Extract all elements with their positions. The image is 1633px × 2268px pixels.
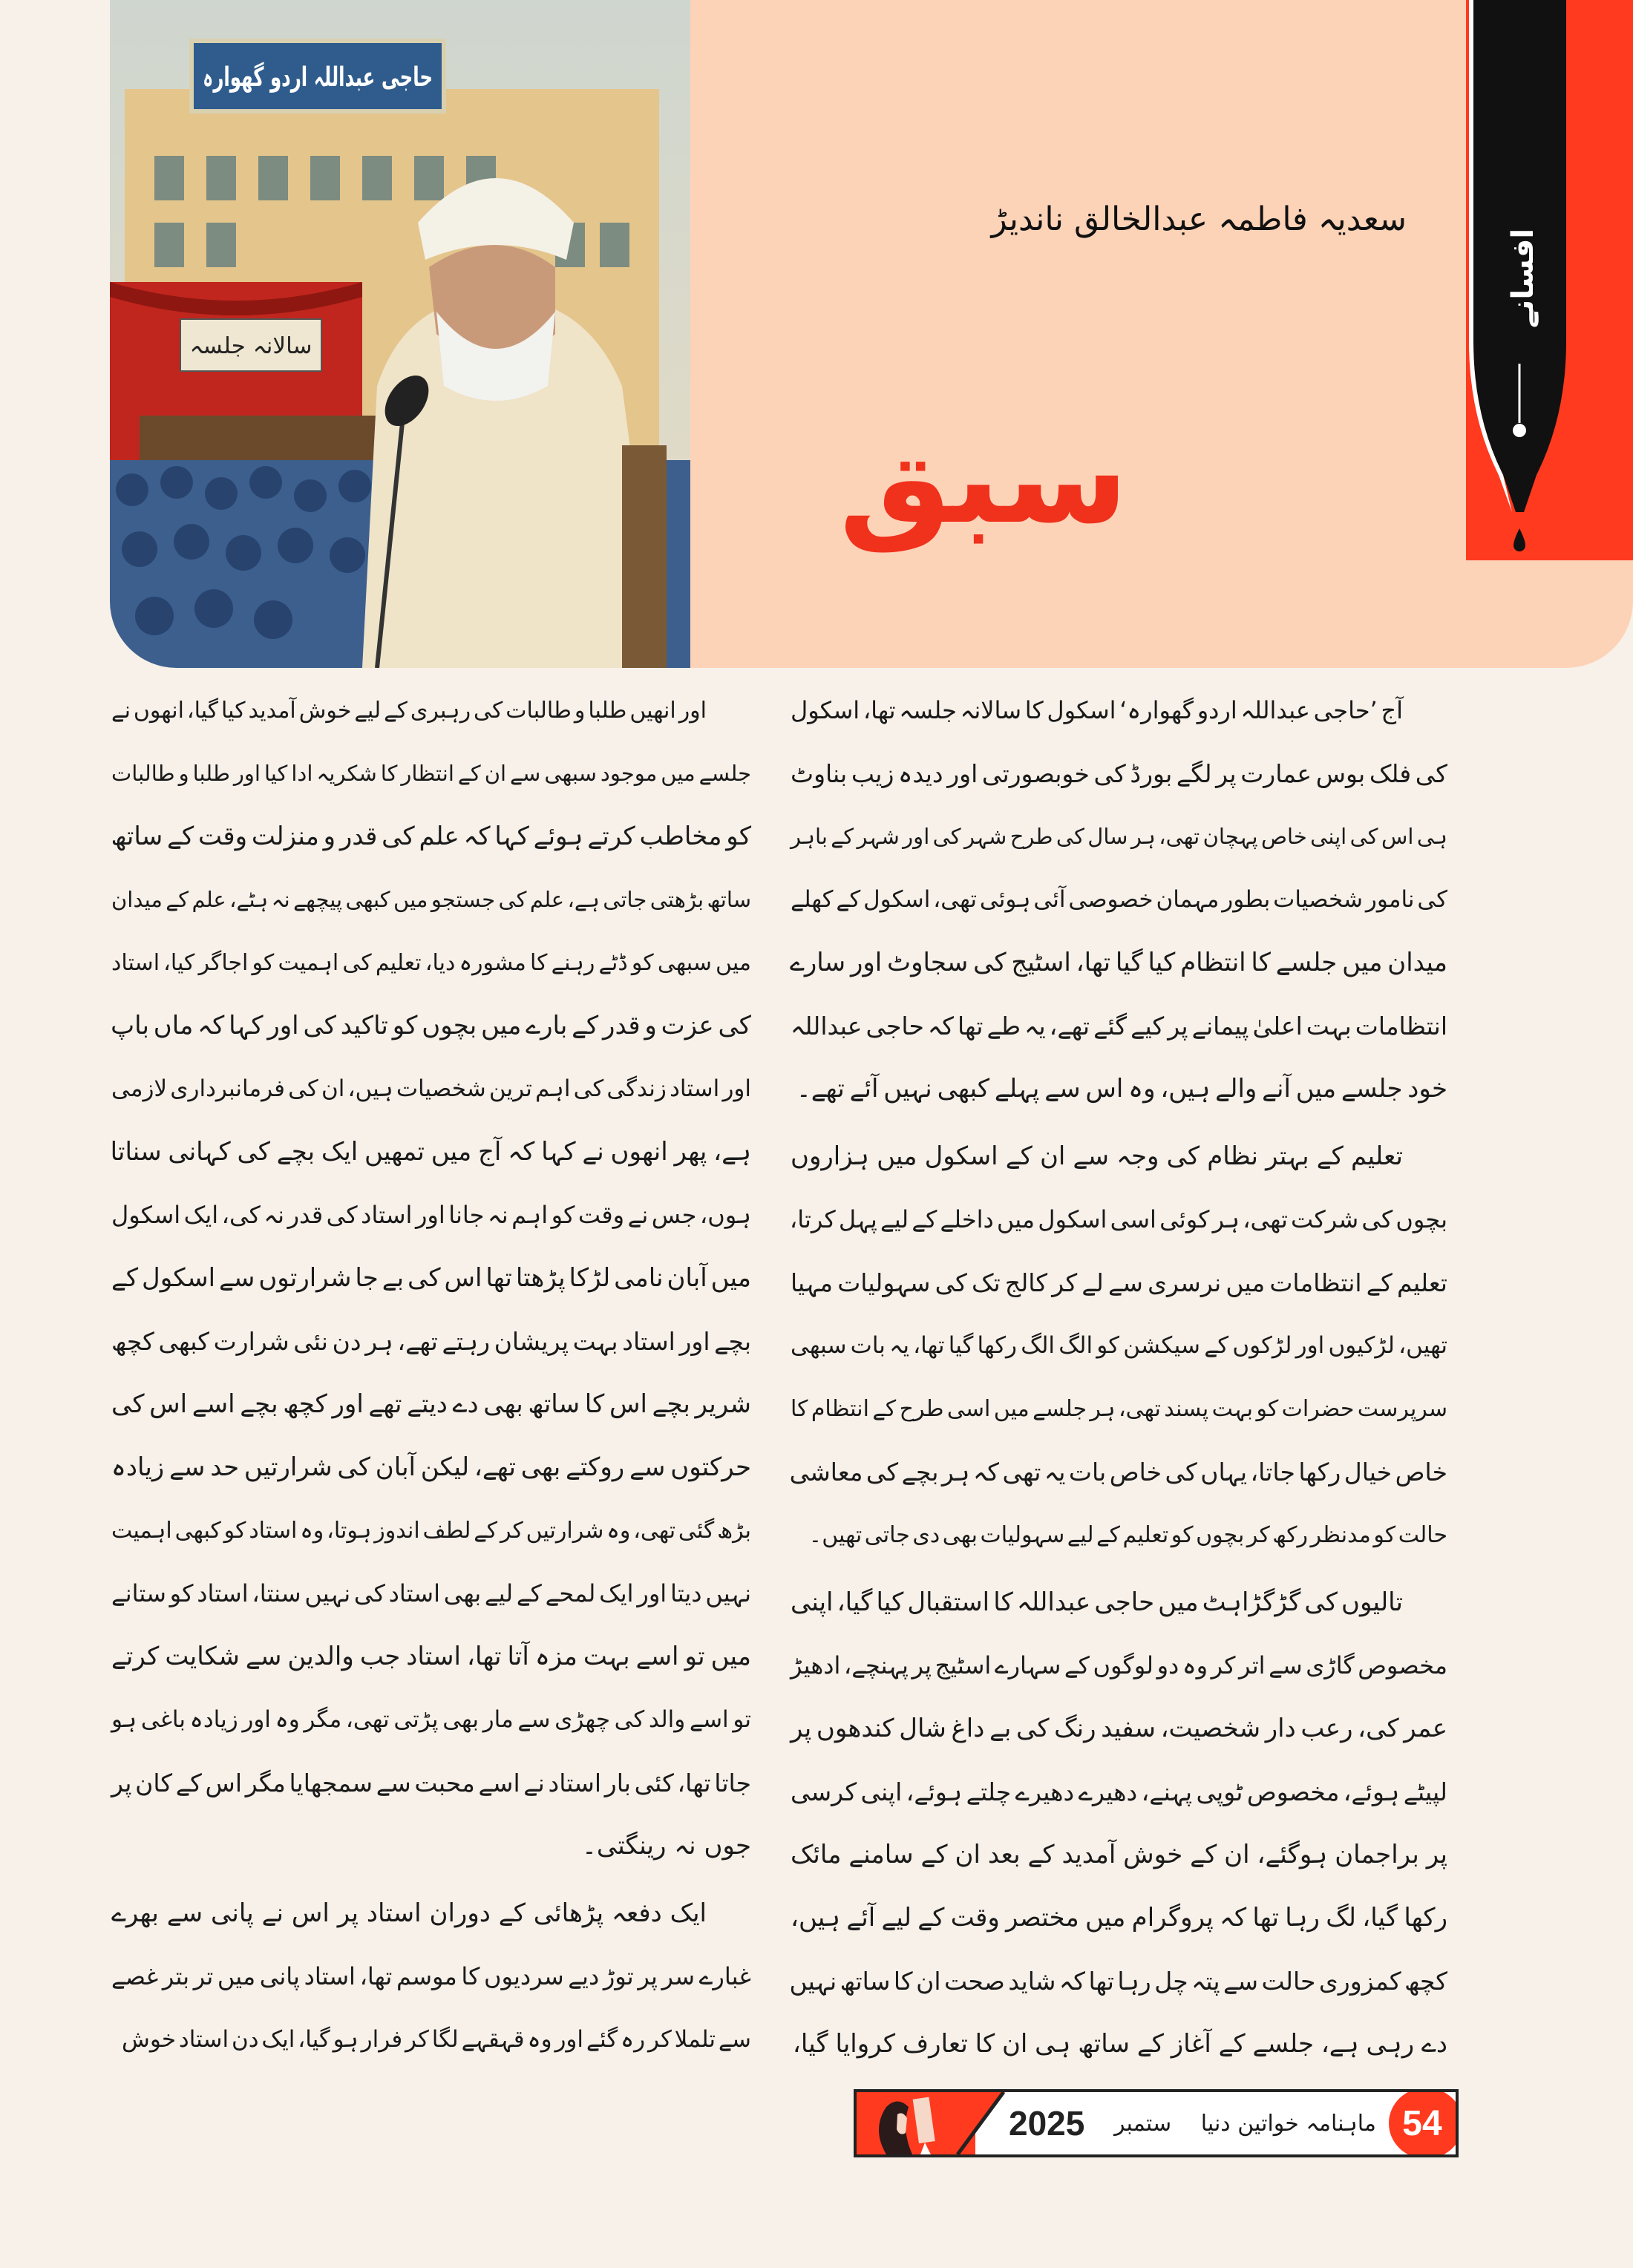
text-line: پر براجمان ہوگئے، ان کے خوش آمدید کے بعد ان کے سامنے مائک	[791, 1840, 1447, 1869]
fountain-pen-icon	[1466, 0, 1633, 560]
text-line: خاص خیال رکھا جاتا، یہاں کی خاص بات یہ تھی کہ ہر بچے کی معاشی	[789, 1458, 1447, 1487]
text-line: اور انھیں طلبا و طالبات کی رہبری کے لیے خوش آمدید کیا گیا، انھوں نے	[111, 698, 707, 724]
text-line: جوں نہ رینگتی۔	[582, 1831, 751, 1861]
text-line: بچوں کی شرکت تھی، ہر کوئی اسی اسکول میں داخلے کے لیے پہل کرتا،	[789, 1205, 1447, 1233]
footer-issue-info	[1009, 2092, 1376, 2154]
text-line: غبارے سر پر توڑ دیے سردیوں کا موسم تھا، استاد پانی میں تر بتر غصے	[111, 1962, 751, 1990]
text-line: مخصوص گاڑی سے اتر کر وہ دو لوگوں کے سہارے اسٹیج پر پہنچے، ادھیڑ	[791, 1651, 1447, 1679]
author-byline: سعدیہ فاطمہ عبدالخالق ناندیڑ	[991, 200, 1407, 238]
text-line: ساتھ بڑھتی جاتی ہے، علم کی جستجو میں کبھی پیچھے نہ ہٹے، علم کے میدان	[111, 887, 751, 912]
text-line: ہے، پھر انھوں نے کہا کہ آج میں تمھیں ایک بچے کی کہانی سناتا	[110, 1137, 751, 1167]
text-line: عمر کی، رعب دار شخصیت، سفید رنگ کی بے داغ شال کندھوں پر	[791, 1714, 1447, 1743]
text-line: تعلیم کے انتظامات میں نرسری سے لے کر کالج تک کی سہولیات مہیا	[791, 1268, 1447, 1297]
paragraph	[791, 1125, 1447, 1567]
text-line: کی فلک بوس عمارت پر لگے بورڈ کی خوبصورتی اور دیدہ زیب بناوٹ	[791, 759, 1447, 788]
text-line: کچھ کمزوری حالت سے پتہ چل رہا تھا کہ شاید صحت ان کا ساتھ نہیں	[789, 1967, 1447, 1996]
text-line: کو مخاطب کرتے ہوئے کہا کہ علم کی قدر و منزلت وقت کے ساتھ	[111, 822, 751, 851]
text-line: آج ’حاجی عبداللہ اردو گھوارہ‘ اسکول کا سالانہ جلسہ تھا، اسکول	[791, 696, 1403, 724]
text-line: جلسے میں موجود سبھی سے ان کے انتظار کا شکریہ ادا کیا اور طلبا و طالبات	[111, 761, 751, 786]
text-line: دے رہی ہے، جلسے کے آغاز کے ساتھ ہی ان کا تعارف کروایا گیا،	[792, 2029, 1447, 2059]
text-line: کی عزت و قدر کے بارے میں بچوں کو تاکید کی اور کہا کہ ماں باپ	[111, 1011, 751, 1040]
text-line: تالیوں کی گڑگڑاہٹ میں حاجی عبداللہ کا استقبال کیا گیا، اپنی	[791, 1587, 1403, 1617]
text-line: بڑھ گئی تھی، وہ شرارتیں کر کے لطف اندوز ہوتا، وہ استاد کو کبھی اہمیت	[111, 1518, 751, 1544]
text-line: میں سبھی کو ڈٹے رہنے کا مشورہ دیا، تعلیم کی اہمیت کو اجاگر کیا، استاد	[111, 950, 751, 976]
issue-month: ستمبر	[1113, 2110, 1172, 2137]
text-line: خود جلسے میں آنے والے ہیں، وہ اس سے پہلے کبھی نہیں آئے تھے۔	[796, 1074, 1447, 1104]
text-line: بچے اور استاد بہت پریشان رہتے تھے، ہر دن نئی شرارت کبھی کچھ	[111, 1327, 751, 1356]
page-number: 54	[1389, 2089, 1459, 2157]
magazine-name: ماہنامہ خواتین دنیا	[1200, 2110, 1376, 2137]
text-line: رکھا گیا، لگ رہا تھا کہ پروگرام میں مختصر وقت کے لیے آئے ہیں،	[791, 1903, 1447, 1933]
stage-sign-text: سالانہ جلسہ	[189, 333, 312, 359]
issue-year: 2025	[1009, 2104, 1085, 2143]
text-line: سرپرست حضرات کو بہت پسند تھی، ہر جلسے میں اسی طرح کے انتظام کا	[791, 1396, 1447, 1422]
text-line: ایک دفعہ پڑھائی کے دوران استاد پر اس نے پانی سے بھرے	[111, 1898, 707, 1928]
text-line: انتظامات بہت اعلیٰ پیمانے پر کیے گئے تھے، یہ طے تھا کہ حاجی عبداللہ	[791, 1012, 1447, 1040]
footer-diagonal-divider	[946, 2092, 1005, 2154]
text-line: حالت کو مدنظر رکھ کر بچوں کو تعلیم کے لیے سہولیات بھی دی جاتی تھیں۔	[808, 1522, 1447, 1548]
story-illustration	[110, 0, 690, 668]
text-line: سے تلملا کر رہ گئے اور وہ قہقہے لگا کر فرار ہو گیا، ایک دن استاد خوش	[122, 2026, 751, 2053]
text-line: ہوں، جس نے وقت کو اہم نہ جانا اور استاد کی قدر نہ کی، ایک اسکول	[111, 1201, 751, 1229]
text-line: میدان میں جلسے کا انتظام کیا گیا تھا، اسٹیج کی سجاوٹ اور سارے	[789, 948, 1447, 977]
text-line: اور استاد زندگی کی اہم ترین شخصیات ہیں، ان کی فرمانبرداری لازمی	[111, 1075, 751, 1102]
text-line: ہی اس کی اپنی خاص پہچان تھی، ہر سال کی طرح شہر کی اور شہر کے باہر	[791, 824, 1447, 849]
story-title: سبق	[839, 405, 1128, 552]
school-sign-text: حاجی عبداللہ اردو گھوارہ	[203, 62, 542, 93]
text-line: میں تو اسے بہت مزہ آتا تھا، استاد جب والدین سے شکایت کرتے	[111, 1642, 751, 1671]
paragraph	[791, 679, 1447, 1121]
category-label	[1501, 223, 1545, 334]
text-line: شریر بچے اس کا ساتھ بھی دے دیتے تھے اور کچھ بچے اسے اس کی	[111, 1389, 751, 1419]
text-line: میں آبان نامی لڑکا پڑھتا تھا اس کی بے جا شرارتوں سے اسکول کے	[111, 1263, 751, 1293]
category-text: افسانے	[1506, 228, 1540, 329]
category-band	[1466, 0, 1633, 560]
text-column-left	[111, 679, 751, 2076]
text-line: حرکتوں سے روکتے بھی تھے، لیکن آبان کی شرارتیں حد سے زیادہ	[111, 1452, 751, 1482]
text-line: لپیٹے ہوئے، مخصوص ٹوپی پہنے، دھیرے دھیرے چلتے ہوئے، اپنی کرسی	[791, 1777, 1447, 1806]
paragraph	[111, 1882, 751, 2071]
text-line: نہیں دیتا اور ایک لمحے کے لیے بھی استاد کی نہیں سنتا، استاد کو ستانے	[111, 1579, 751, 1607]
paragraph	[791, 1571, 1447, 2076]
paragraph	[111, 679, 751, 1878]
page-footer	[854, 2089, 1459, 2157]
text-line: جاتا تھا، کئی بار استاد نے اسے محبت سے سمجھایا مگر اس کے کان پر	[111, 1769, 751, 1797]
text-line: تو اسے والد کی چھڑی سے مار بھی پڑتی تھی، مگر وہ اور زیادہ باغی ہو	[111, 1706, 751, 1733]
text-line: تعلیم کے بہتر نظام کی وجہ سے ان کے اسکول میں ہزاروں	[791, 1141, 1403, 1171]
text-column-right	[791, 679, 1447, 2080]
text-line: تھیں، لڑکیوں اور لڑکوں کے سیکشن کو الگ الگ رکھا گیا تھا، یہ بات سبھی	[791, 1332, 1447, 1359]
text-line: کی نامور شخصیات بطور مہمان خصوصی آئی ہوئی تھی، اسکول کے کھلے	[791, 886, 1447, 913]
